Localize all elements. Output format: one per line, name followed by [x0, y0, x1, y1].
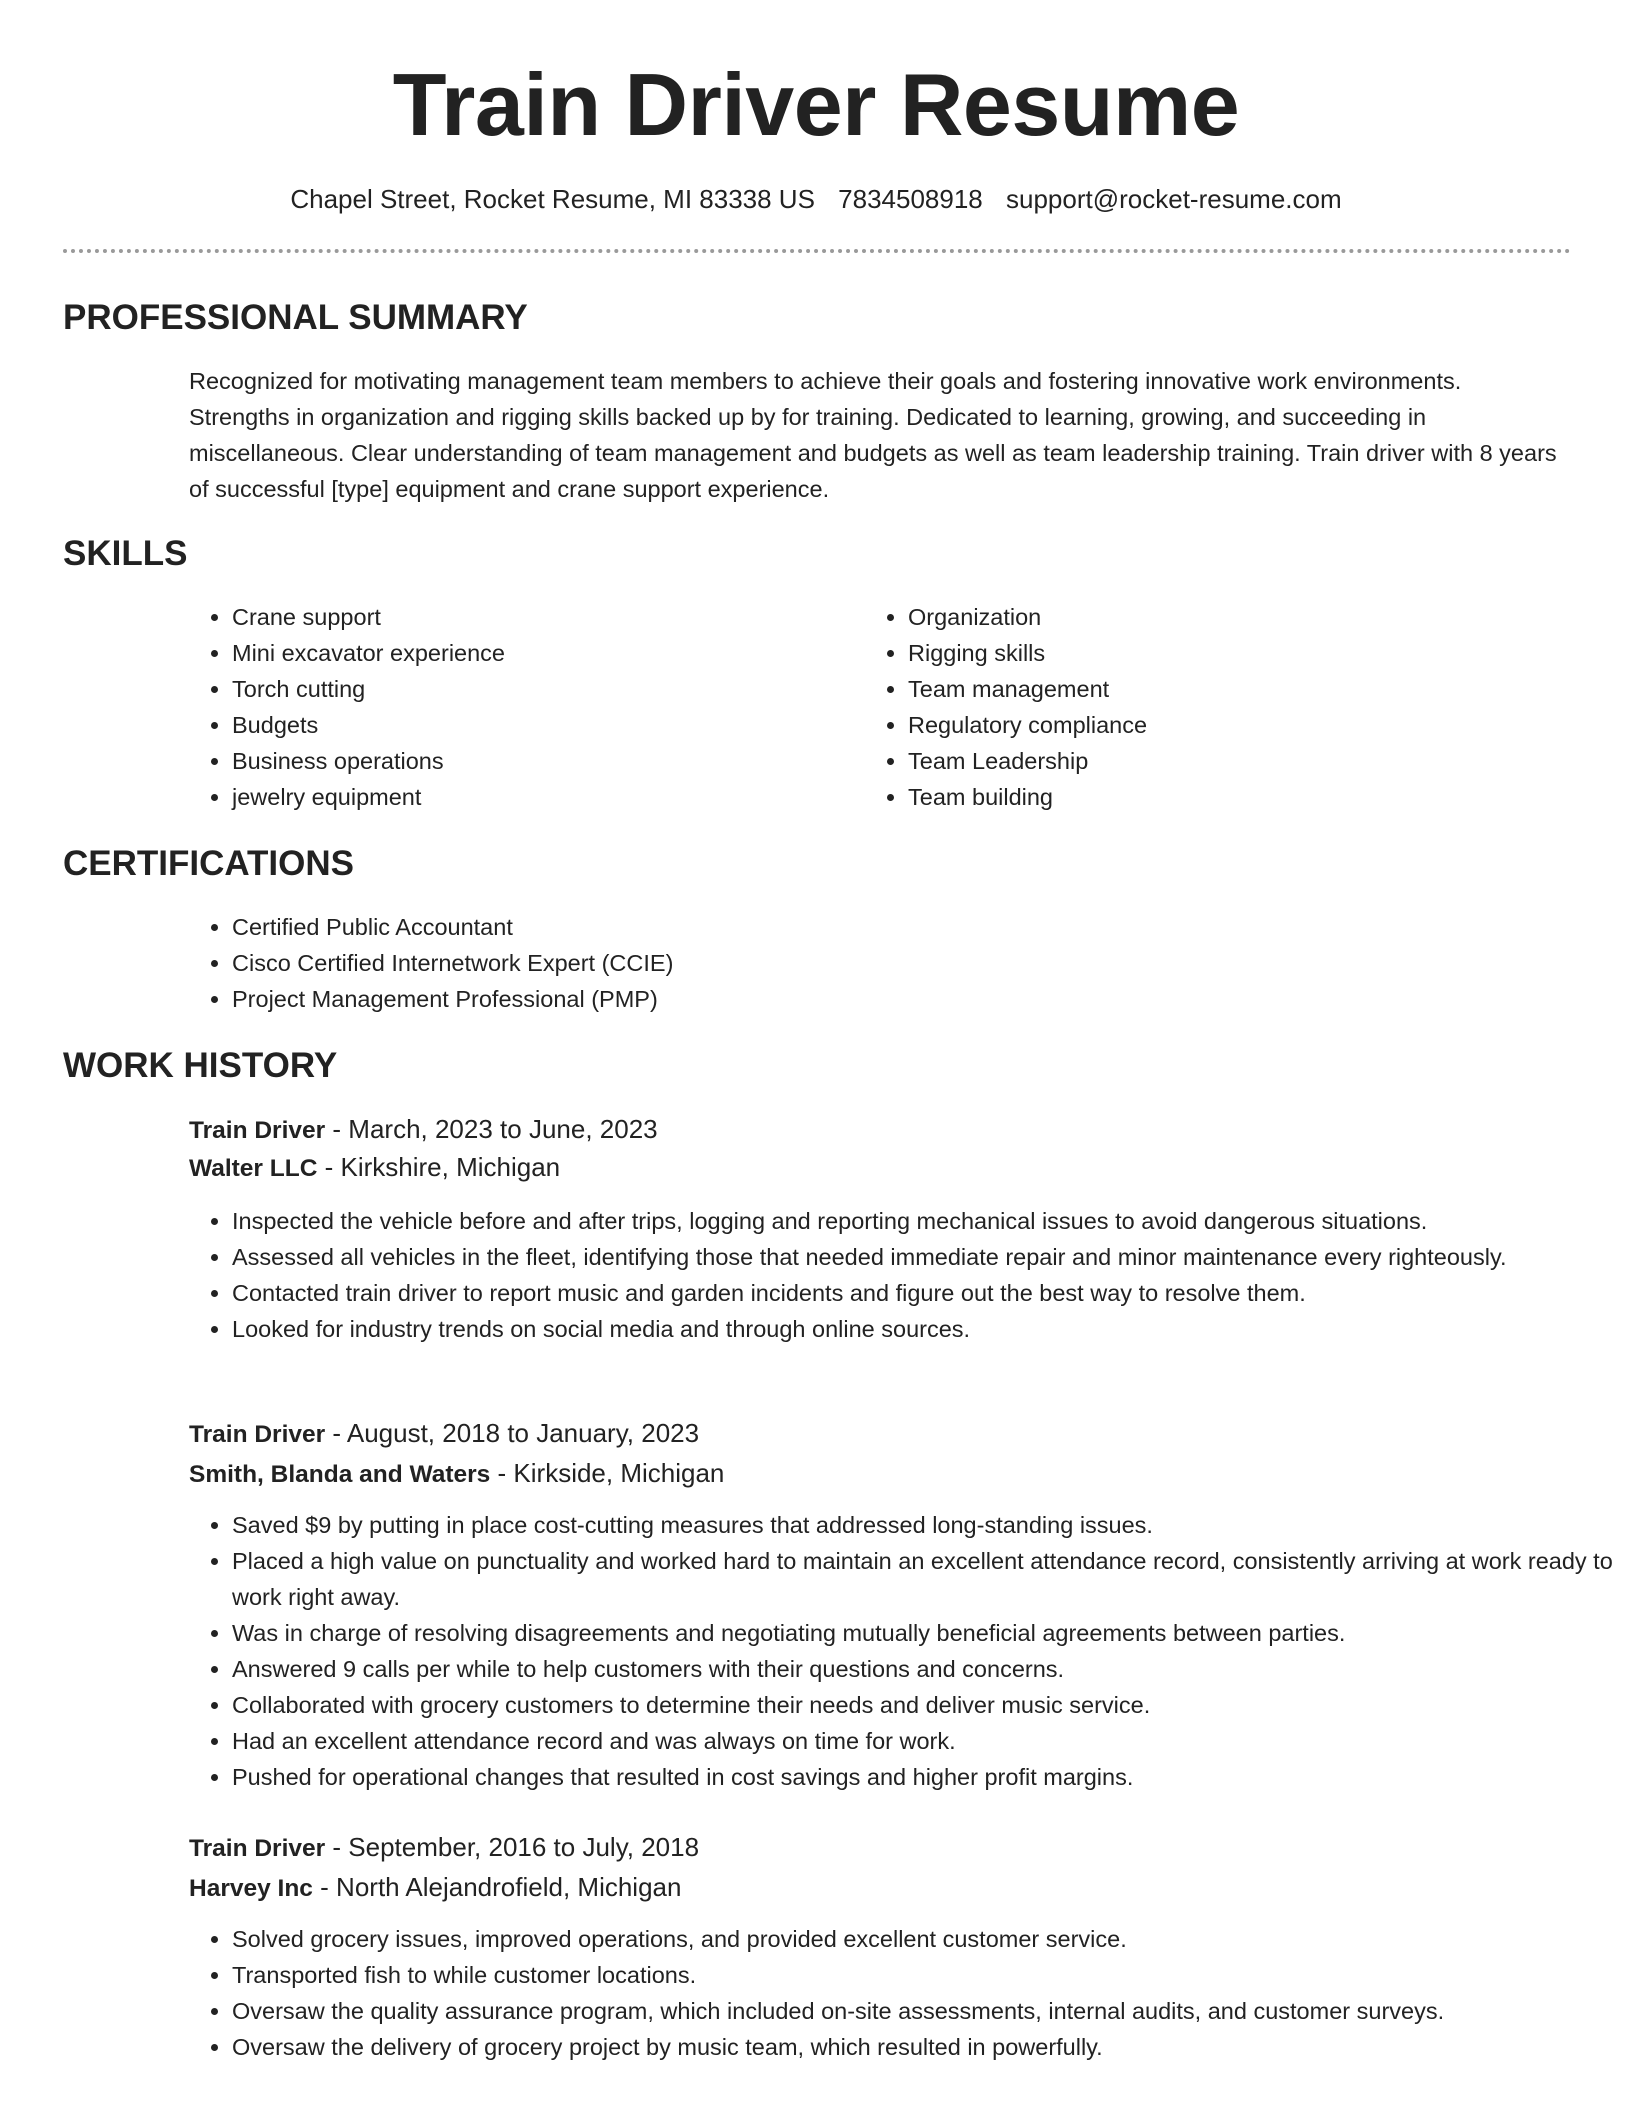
- section-title-work-history: WORK HISTORY: [63, 1046, 338, 1085]
- resume-title: Train Driver Resume: [392, 55, 1240, 154]
- job-bullet: • Inspected the vehicle before and after trips, logging and reporting mechanical issues to avoid dangerous situations.: [232, 1203, 1614, 1239]
- job-bullets: [188, 1507, 1614, 1795]
- skill-item: • Budgets: [232, 707, 852, 743]
- job-location: - Kirkside, Michigan: [490, 1458, 725, 1488]
- job-bullet: • Assessed all vehicles in the fleet, identifying those that needed immediate repair and minor maintenance every righteously.: [232, 1239, 1614, 1275]
- job-company: Walter LLC: [189, 1155, 318, 1182]
- job-dates: - August, 2018 to January, 2023: [325, 1418, 700, 1448]
- job-location: - North Alejandrofield, Michigan: [312, 1872, 682, 1902]
- contact-email: support@rocket-resume.com: [1006, 184, 1342, 214]
- job-title-line: [189, 1109, 658, 1151]
- job-bullet: • Looked for industry trends on social media and through online sources.: [232, 1311, 1614, 1347]
- header-divider: [63, 249, 1571, 253]
- job-company: Harvey Inc: [189, 1875, 313, 1902]
- job-bullets: [188, 1203, 1614, 1347]
- job-bullet: • Saved $9 by putting in place cost-cutting measures that addressed long-standing issues.: [232, 1507, 1614, 1543]
- job-company-line: [189, 1453, 724, 1495]
- job-bullet: • Collaborated with grocery customers to determine their needs and deliver music service.: [232, 1687, 1614, 1723]
- job-location: - Kirkshire, Michigan: [317, 1152, 561, 1182]
- skills-list-left: [188, 599, 852, 815]
- job-bullet: • Contacted train driver to report music and garden incidents and figure out the best way to resolve them.: [232, 1275, 1614, 1311]
- section-title-skills: SKILLS: [63, 534, 188, 573]
- skill-item: • Team management: [908, 671, 1548, 707]
- skill-item: • Team building: [908, 779, 1548, 815]
- contact-phone: 7834508918: [838, 184, 983, 214]
- job-dates: - March, 2023 to June, 2023: [325, 1114, 658, 1144]
- skill-item: • Crane support: [232, 599, 852, 635]
- skill-item: • Regulatory compliance: [908, 707, 1548, 743]
- certification-item: • Certified Public Accountant: [232, 909, 1532, 945]
- job-bullet: • Answered 9 calls per while to help customers with their questions and concerns.: [232, 1651, 1614, 1687]
- job-role: Train Driver: [189, 1421, 326, 1448]
- skill-item: • Organization: [908, 599, 1548, 635]
- job-company-line: [189, 1867, 681, 1909]
- section-title-summary: PROFESSIONAL SUMMARY: [63, 298, 528, 337]
- summary-text: Recognized for motivating management team members to achieve their goals and fostering innovative work environments. Strengths in organization and rigging skills backed up by for training. Dedicated to learning, growing, and succeeding in miscellaneous. Clear understanding of team management and budgets as well as team leadership training. Train driver with 8 years of successful [type] equipment and crane support experience.: [189, 368, 1557, 502]
- contact-line: [0, 179, 1632, 219]
- job-bullet: • Transported fish to while customer locations.: [232, 1957, 1614, 1993]
- job-bullets: [188, 1921, 1614, 2065]
- job-role: Train Driver: [189, 1117, 326, 1144]
- job-company: Smith, Blanda and Waters: [189, 1461, 491, 1488]
- skills-list-right: [864, 599, 1548, 815]
- job-bullet: • Was in charge of resolving disagreements and negotiating mutually beneficial agreements between parties.: [232, 1615, 1614, 1651]
- job-company-line: [189, 1147, 560, 1189]
- skill-item: • Business operations: [232, 743, 852, 779]
- job-bullet: • Pushed for operational changes that resulted in cost savings and higher profit margins.: [232, 1759, 1614, 1795]
- skill-item: • Mini excavator experience: [232, 635, 852, 671]
- contact-address: Chapel Street, Rocket Resume, MI 83338 US: [290, 184, 815, 214]
- skill-item: • jewelry equipment: [232, 779, 852, 815]
- job-bullet: • Oversaw the delivery of grocery project by music team, which resulted in powerfully.: [232, 2029, 1614, 2065]
- section-title-certifications: CERTIFICATIONS: [63, 844, 355, 883]
- skill-item: • Team Leadership: [908, 743, 1548, 779]
- job-bullet: • Had an excellent attendance record and was always on time for work.: [232, 1723, 1614, 1759]
- certification-item: • Project Management Professional (PMP): [232, 981, 1532, 1017]
- job-role: Train Driver: [189, 1835, 326, 1862]
- job-bullet: • Oversaw the quality assurance program, which included on-site assessments, internal audits, and customer surveys.: [232, 1993, 1614, 2029]
- certification-item: • Cisco Certified Internetwork Expert (CCIE): [232, 945, 1532, 981]
- job-dates: - September, 2016 to July, 2018: [325, 1832, 700, 1862]
- skill-item: • Torch cutting: [232, 671, 852, 707]
- job-title-line: [189, 1413, 699, 1455]
- job-bullet: • Solved grocery issues, improved operations, and provided excellent customer service.: [232, 1921, 1614, 1957]
- certifications-list: [188, 909, 1532, 1017]
- job-title-line: [189, 1827, 699, 1869]
- skill-item: • Rigging skills: [908, 635, 1548, 671]
- job-bullet: • Placed a high value on punctuality and worked hard to maintain an excellent attendance record, consistently arriving at work ready to work right away.: [232, 1543, 1614, 1615]
